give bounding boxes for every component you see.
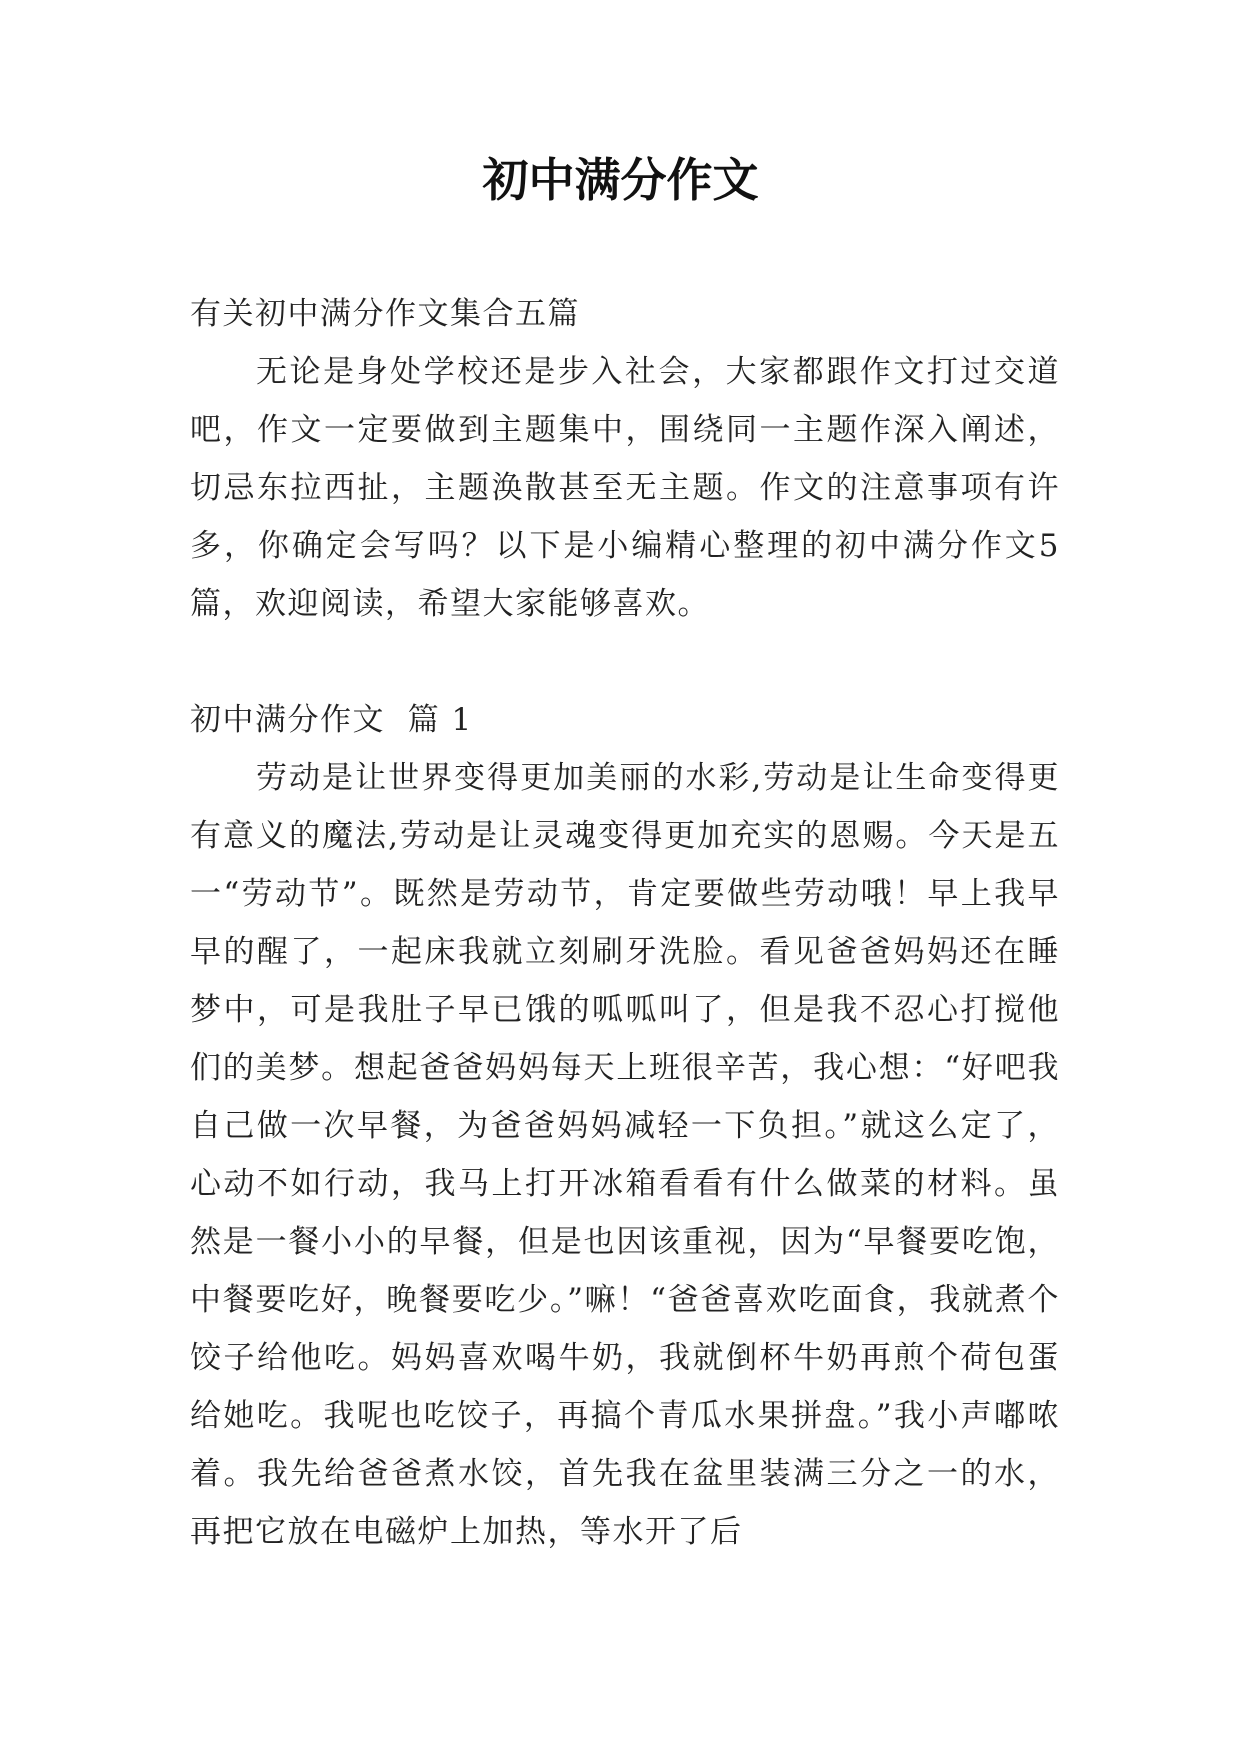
intro-paragraph: 无论是身处学校还是步入社会，大家都跟作文打过交道吧，作文一定要做到主题集中，围绕同一主题作深入阐述，切忌东拉西扯，主题涣散甚至无主题。作文的注意事项有许多，你确定会写吗？以下是小编精心整理的初中满分作文5篇，欢迎阅读，希望大家能够喜欢。 <box>190 354 1060 622</box>
document-body <box>190 285 1060 1561</box>
section-paragraph: 劳动是让世界变得更加美丽的水彩,劳动是让生命变得更有意义的魔法,劳动是让灵魂变得更加充实的恩赐。今天是五一“劳动节”。既然是劳动节，肯定要做些劳动哦！早上我早早的醒了，一起床我就立刻刷牙洗脸。看见爸爸妈妈还在睡梦中，可是我肚子早已饿的呱呱叫了，但是我不忍心打搅他们的美梦。想起爸爸妈妈每天上班很辛苦，我心想：“好吧我自己做一次早餐，为爸爸妈妈减轻一下负担。”就这么定了，心动不如行动，我马上打开冰箱看看有什么做菜的材料。虽然是一餐小小的早餐，但是也因该重视，因为“早餐要吃饱，中餐要吃好，晚餐要吃少。”嘛！“爸爸喜欢吃面食，我就煮个饺子给他吃。妈妈喜欢喝牛奶，我就倒杯牛奶再煎个荷包蛋给她吃。我呢也吃饺子，再搞个青瓜水果拼盘。”我小声嘟哝着。我先给爸爸煮水饺，首先我在盆里装满三分之一的水，再把它放在电磁炉上加热，等水开了后 <box>190 760 1060 1550</box>
document-subtitle: 有关初中满分作文集合五篇 <box>190 296 580 332</box>
section-heading: 初中满分作文 篇 1 <box>190 702 473 738</box>
paragraph-spacer <box>190 633 1060 691</box>
document-title: 初中满分作文 <box>482 153 759 207</box>
